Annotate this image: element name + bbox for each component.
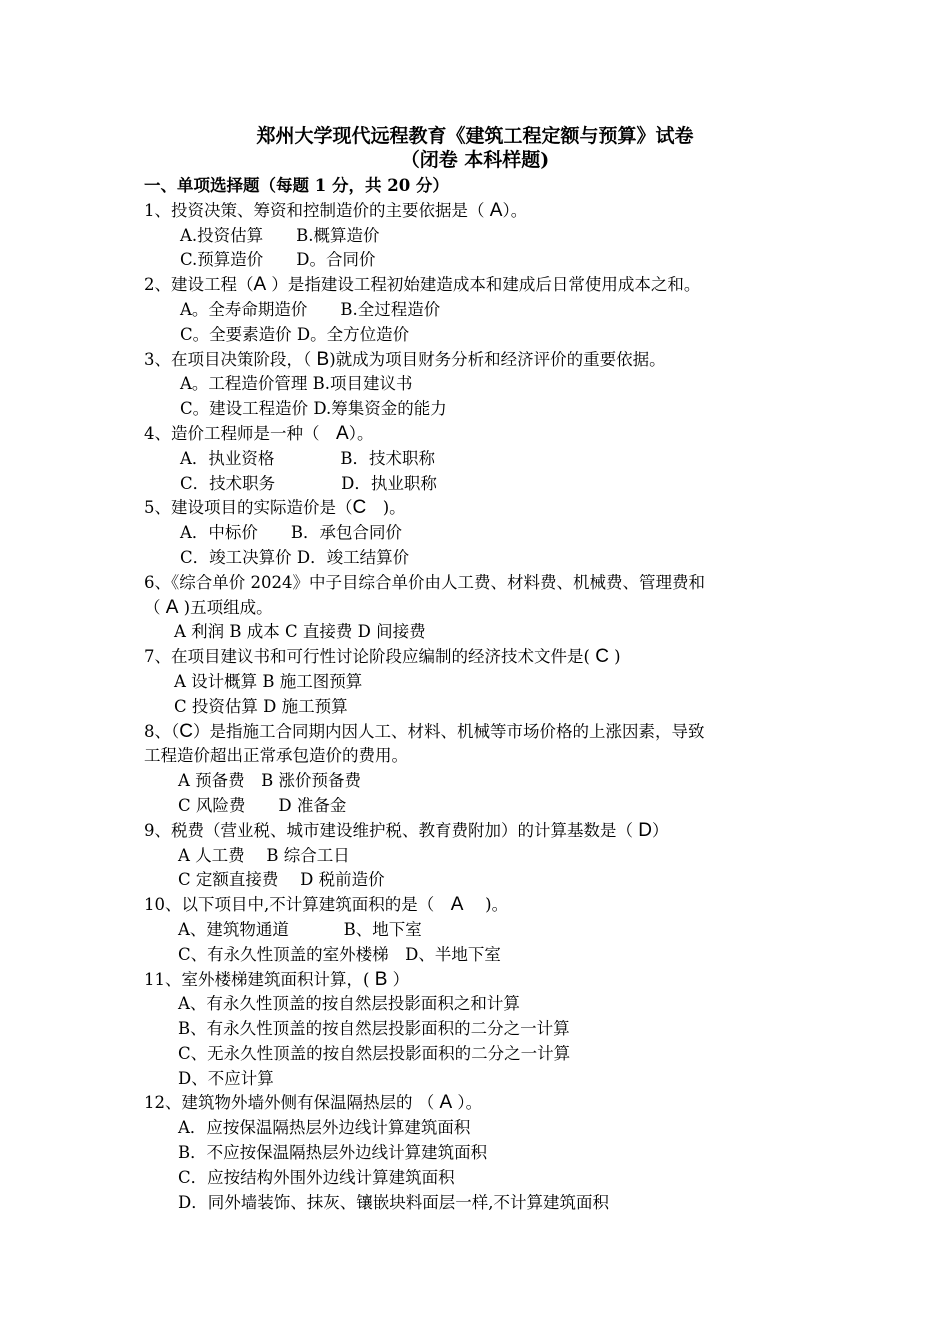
question-8 <box>144 720 824 745</box>
options-line: A 设计概算 B 施工图预算 <box>174 671 363 691</box>
question-text: 11、室外楼梯建筑面积计算，( <box>144 969 375 989</box>
options-line: A．应按保温隔热层外边线计算建筑面积 <box>178 1118 471 1138</box>
question-text: ） <box>387 969 410 989</box>
question-text: ） <box>651 820 669 840</box>
options-line: C 投资估算 D 施工预算 <box>174 696 348 716</box>
answer: B <box>374 968 388 990</box>
question-text: 3、在项目决策阶段，（ <box>144 349 317 369</box>
question-8-continued: 工程造价超出正常承包造价的费用。 <box>144 746 408 766</box>
question-1 <box>144 199 824 224</box>
question-text: )。 <box>463 895 509 915</box>
options-line: A．中标价 B．承包合同价 <box>180 523 403 543</box>
page-title: 郑州大学现代远程教育《建筑工程定额与预算》试卷 <box>256 125 694 147</box>
options-line: C．应按结构外围外边线计算建筑面积 <box>178 1167 455 1187</box>
question-text: ）。 <box>452 1093 483 1113</box>
question-3 <box>144 348 824 373</box>
page-subtitle: （闭卷 本科样题) <box>400 149 550 171</box>
options-line: B．不应按保温隔热层外边线计算建筑面积 <box>178 1143 488 1163</box>
answer: C <box>595 646 609 668</box>
answer: C <box>179 720 193 742</box>
exam-content <box>144 174 824 1215</box>
question-2 <box>144 273 824 298</box>
options-line: B、有永久性顶盖的按自然层投影面积的二分之一计算 <box>178 1019 570 1039</box>
section-heading: 一、单项选择题（每题 1 分，共 20 分） <box>144 176 449 195</box>
question-text: ) <box>608 647 621 667</box>
options-line: C、无永久性顶盖的按自然层投影面积的二分之一计算 <box>178 1043 571 1063</box>
question-12 <box>144 1091 824 1116</box>
question-text: )就成为项目财务分析和经济评价的重要依据。 <box>329 349 666 369</box>
options-line: A.投资估算 B.概算造价 <box>180 225 380 245</box>
question-4 <box>144 422 824 447</box>
options-line: A。工程造价管理 B.项目建议书 <box>180 374 413 394</box>
answer: A <box>336 422 349 444</box>
question-6: 6、《综合单价 2024》中子目综合单价由人工费、材料费、机械费、管理费和 <box>144 572 705 592</box>
options-line: C．竣工决算价 D．竣工结算价 <box>180 547 410 567</box>
options-line: A、有永久性顶盖的按自然层投影面积之和计算 <box>178 994 520 1014</box>
question-10 <box>144 893 824 918</box>
answer: A <box>450 894 464 916</box>
question-text: ）是指建设工程初始建造成本和建成后日常使用成本之和。 <box>266 275 701 295</box>
question-6-continued <box>144 596 824 621</box>
options-line: D．同外墙装饰、抹灰、镶嵌块料面层一样,不计算建筑面积 <box>178 1192 609 1212</box>
options-line: A 利润 B 成本 C 直接费 D 间接费 <box>174 622 426 642</box>
question-text: 8、（ <box>144 721 180 741</box>
question-11 <box>144 968 824 993</box>
question-text: 4、造价工程师是一种（ <box>144 423 336 443</box>
options-line: A、建筑物通道 B、地下室 <box>178 919 422 939</box>
answer: A <box>439 1092 453 1114</box>
answer: C <box>352 497 367 519</box>
question-text: （ <box>144 597 166 617</box>
options-line: A．执业资格 B．技术职称 <box>180 448 436 468</box>
answer: A <box>489 199 503 221</box>
question-5 <box>144 496 824 521</box>
options-line: C.预算造价 D。合同价 <box>180 250 376 270</box>
question-text: 12、建筑物外墙外侧有保温隔热层的 （ <box>144 1093 440 1113</box>
options-line: C。全要素造价 D。全方位造价 <box>180 324 410 344</box>
question-7 <box>144 645 824 670</box>
options-line: C．技术职务 D．执业职称 <box>180 473 437 493</box>
options-line: C 定额直接费 D 税前造价 <box>178 870 385 890</box>
question-text: )。 <box>366 498 406 518</box>
question-text: 7、在项目建议书和可行性讨论阶段应编制的经济技术文件是( <box>144 647 596 667</box>
options-line: D、不应计算 <box>178 1068 274 1088</box>
options-line: A 预备费 B 涨价预备费 <box>178 771 362 791</box>
question-text: 1、投资决策、筹资和控制造价的主要依据是（ <box>144 200 490 220</box>
options-line: C 风险费 D 准备金 <box>178 795 347 815</box>
answer: B <box>316 348 330 370</box>
question-text: ）。 <box>348 423 374 443</box>
options-line: A。全寿命期造价 B.全过程造价 <box>180 299 441 319</box>
question-text: 10、以下项目中,不计算建筑面积的是（ <box>144 895 451 915</box>
question-text: 9、税费（营业税、城市建设维护税、教育费附加）的计算基数是（ <box>144 820 639 840</box>
answer: D <box>638 819 652 841</box>
question-text: 2、建设工程（ <box>144 275 254 295</box>
question-text: )五项组成。 <box>178 597 273 617</box>
question-text: 5、建设项目的实际造价是（ <box>144 498 353 518</box>
answer: A <box>253 274 267 296</box>
question-9 <box>144 819 824 844</box>
question-text: ）是指施工合同期内因人工、材料、机械等市场价格的上涨因素，导致 <box>192 721 705 741</box>
options-line: C、有永久性顶盖的室外楼梯 D、半地下室 <box>178 944 501 964</box>
options-line: C。建设工程造价 D.筹集资金的能力 <box>180 399 447 419</box>
answer: A <box>165 596 179 618</box>
question-text: ）。 <box>502 200 528 220</box>
options-line: A 人工费 B 综合工日 <box>178 845 350 865</box>
